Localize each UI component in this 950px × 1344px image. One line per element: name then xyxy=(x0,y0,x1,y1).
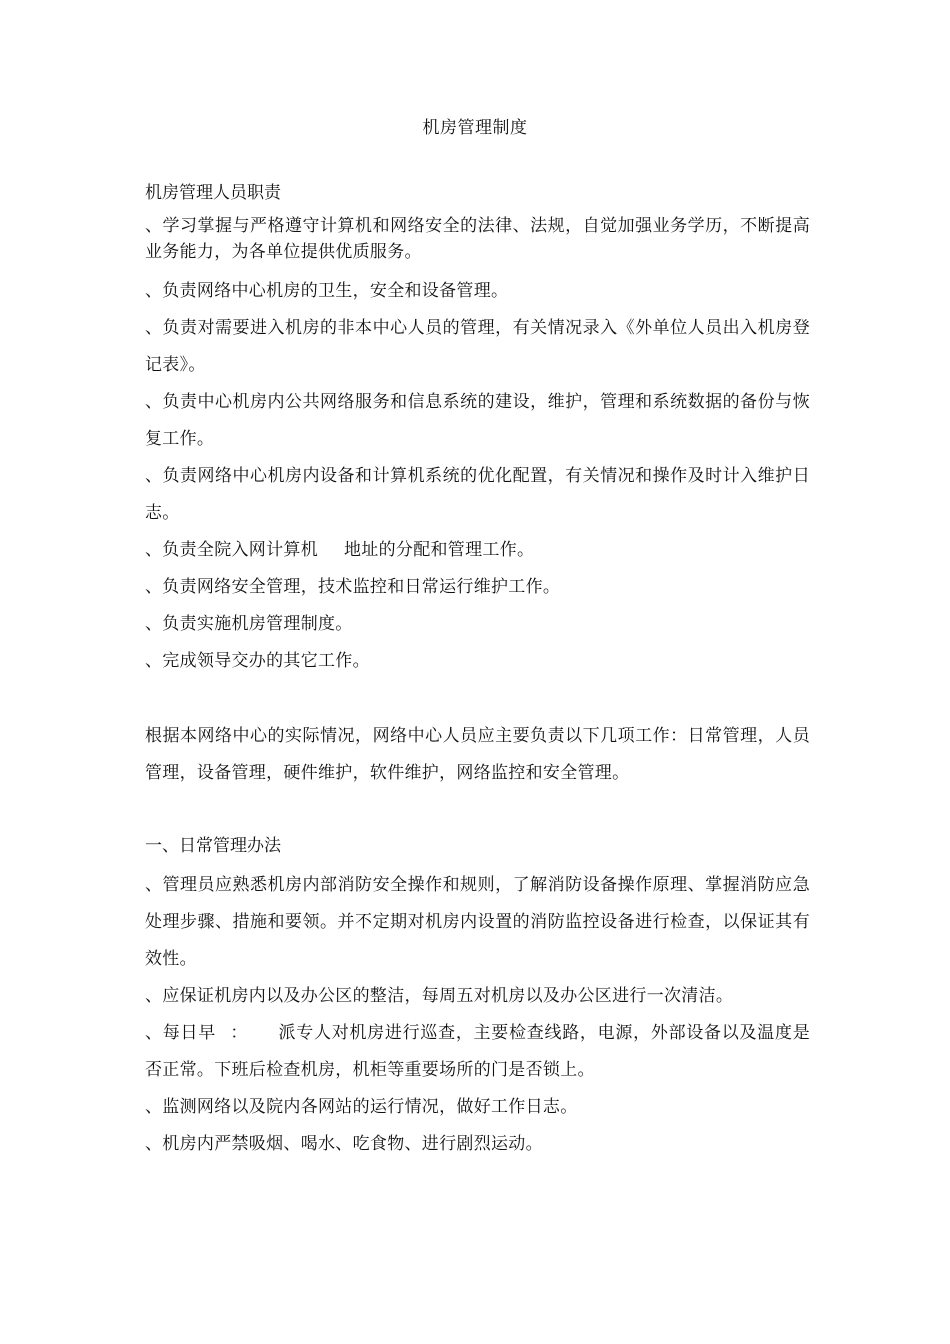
duty-item-2: 、负责网络中心机房的卫生，安全和设备管理。 xyxy=(145,281,509,301)
daily-item-2: 、应保证机房内以及办公区的整洁，每周五对机房以及办公区进行一次清洁。 xyxy=(145,986,734,1006)
duty-item-7: 、负责网络安全管理，技术监控和日常运行维护工作。 xyxy=(145,577,561,597)
duty-item-8: 、负责实施机房管理制度。 xyxy=(145,614,353,634)
duty-item-6-part-2: 地址的分配和管理工作。 xyxy=(344,540,535,560)
duty-item-1: 、学习掌握与严格遵守计算机和网络安全的法律、法规，自觉加强业务学历，不断提高业务能力，为各单位提供优质服务。 xyxy=(145,216,810,262)
summary-paragraph: 根据本网络中心的实际情况，网络中心人员应主要负责以下几项工作：日常管理，人员管理，设备管理，硬件维护，软件维护，网络监控和安全管理。 xyxy=(145,726,810,783)
section-heading-daily: 一、日常管理办法 xyxy=(145,836,281,856)
daily-item-3-part-2: 派专人对机房进行巡查，主要检查线路，电源，外部设备以及温度是否正常。下班后检查机房，机柜等重要场所的门是否锁上。 xyxy=(145,1023,810,1080)
daily-item-3 xyxy=(145,1015,810,1089)
daily-item-5: 、机房内严禁吸烟、喝水、吃食物、进行剧烈运动。 xyxy=(145,1134,543,1154)
daily-item-1: 、管理员应熟悉机房内部消防安全操作和规则，了解消防设备操作原理、掌握消防应急处理步骤、措施和要领。并不定期对机房内设置的消防监控设备进行检查，以保证其有效性。 xyxy=(145,875,810,969)
duty-item-3: 、负责对需要进入机房的非本中心人员的管理，有关情况录入《外单位人员出入机房登记表》。 xyxy=(145,318,810,375)
section-heading-duties: 机房管理人员职责 xyxy=(145,183,281,203)
duty-item-5: 、负责网络中心机房内设备和计算机系统的优化配置，有关情况和操作及时计入维护日志。 xyxy=(145,466,810,523)
duty-item-6-part-1: 、负责全院入网计算机 xyxy=(145,540,318,560)
daily-item-3-colon: ： xyxy=(229,1023,249,1043)
document-title: 机房管理制度 xyxy=(422,118,528,138)
daily-item-3-part-1: 、每日早 xyxy=(145,1023,216,1043)
duty-item-4: 、负责中心机房内公共网络服务和信息系统的建设，维护，管理和系统数据的备份与恢复工作。 xyxy=(145,392,810,449)
duty-item-6 xyxy=(145,532,810,569)
duties-list xyxy=(145,213,810,680)
daily-item-4: 、监测网络以及院内各网站的运行情况，做好工作日志。 xyxy=(145,1097,578,1117)
daily-list xyxy=(145,867,810,1163)
duty-item-9: 、完成领导交办的其它工作。 xyxy=(145,651,370,671)
